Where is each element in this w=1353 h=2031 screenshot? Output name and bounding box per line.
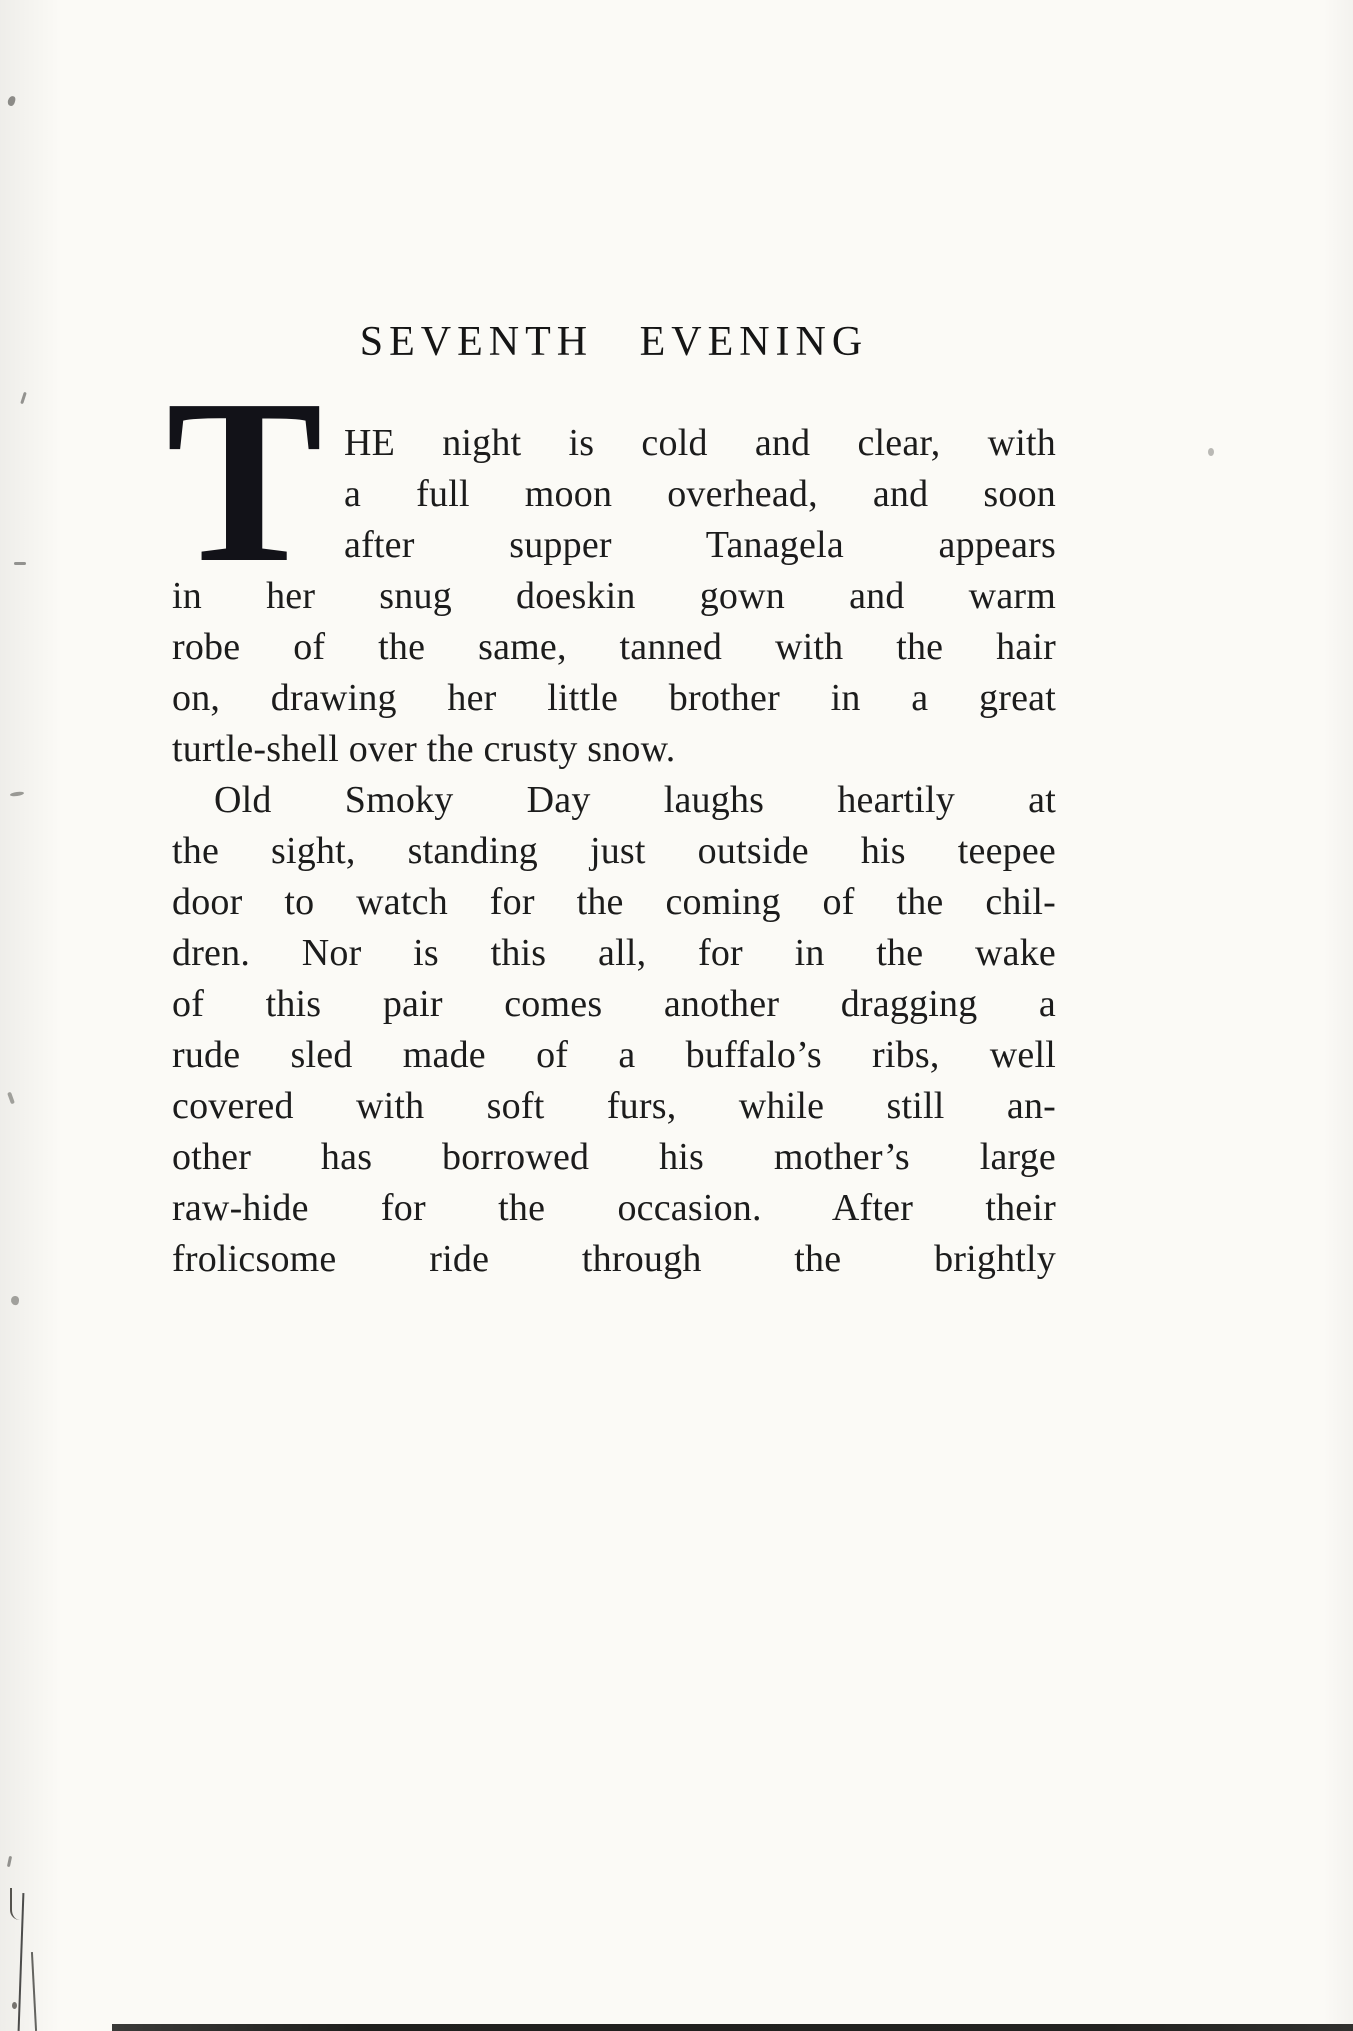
chapter-heading: SEVENTH EVENING <box>359 319 869 365</box>
scan-mark <box>14 562 26 565</box>
paragraph-1-indented-lines <box>344 418 1056 571</box>
scan-mark <box>1208 448 1214 456</box>
scan-mark <box>7 1092 15 1105</box>
text-line: rude sled made of a buffalo’s ribs, well <box>172 1034 1056 1076</box>
text-line: dren. Nor is this all, for in the wake <box>172 932 1056 974</box>
paragraph-2 <box>172 775 1056 1285</box>
drop-cap-letter: T <box>166 351 323 611</box>
text-line: Old Smoky Day laughs heartily at <box>214 779 1056 821</box>
scan-hook-mark <box>10 1888 20 1920</box>
text-column <box>166 318 1056 1285</box>
text-line: other has borrowed his mother’s large <box>172 1136 1056 1178</box>
text-line: robe of the same, tanned with the hair <box>172 626 1056 668</box>
scan-mark <box>7 1856 12 1867</box>
text-line: after supper Tanagela appears <box>344 524 1056 566</box>
text-line: turtle-shell over the crusty snow. <box>172 728 676 770</box>
text-line: covered with soft furs, while still an- <box>172 1085 1056 1127</box>
text-line: in her snug doeskin gown and warm <box>172 575 1056 617</box>
text-line: a full moon overhead, and soon <box>344 473 1056 515</box>
drop-cap <box>166 351 344 611</box>
scan-mark <box>7 95 16 106</box>
text-line: of this pair comes another dragging a <box>172 983 1056 1025</box>
text-line: the sight, standing just outside his teepee <box>172 830 1056 872</box>
scan-mark <box>12 2002 17 2009</box>
text-line: HE night is cold and clear, with <box>344 422 1056 464</box>
scan-mark <box>20 392 27 404</box>
text-line: frolicsome ride through the brightly <box>172 1238 1056 1280</box>
scan-line-mark <box>31 1952 37 2031</box>
paragraph-1 <box>166 351 1056 775</box>
scan-mark <box>10 1295 19 1305</box>
scan-bottom-edge <box>112 2024 1353 2031</box>
text-line: on, drawing her little brother in a great <box>172 677 1056 719</box>
scan-mark <box>10 791 24 797</box>
text-line: door to watch for the coming of the chil- <box>172 881 1056 923</box>
text-line: raw-hide for the occasion. After their <box>172 1187 1056 1229</box>
